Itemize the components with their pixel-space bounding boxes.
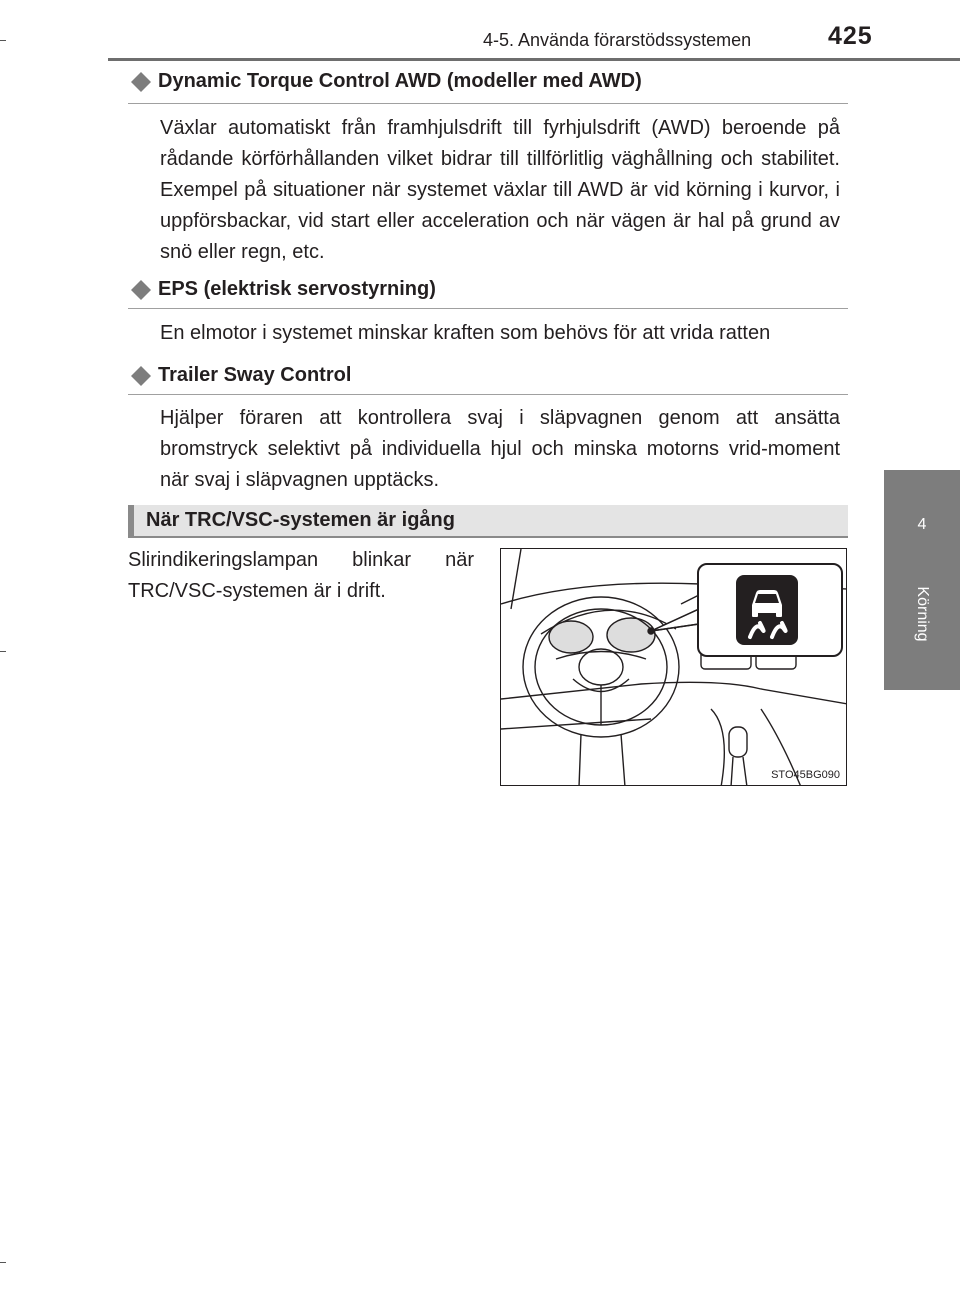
heading-rule <box>128 394 848 395</box>
heading-rule <box>128 308 848 309</box>
shaded-heading-rule <box>128 536 848 538</box>
slip-indicator-icon <box>736 575 798 645</box>
section-body: Växlar automatiskt från framhjulsdrift till fyrhjulsdrift (AWD) beroende på rådande körförhållanden vilket bidrar till tillförlitlig väghållning och stabilitet. Exempel på situationer när systemet växlar till AWD är vid körning i kurvor, i uppförsbackar, vid start eller acceleration och när vägen är hal på grund av snö eller regn, etc. <box>160 117 840 263</box>
shaded-section-heading <box>128 505 848 536</box>
crop-mark <box>0 1262 6 1263</box>
section-heading <box>130 364 351 387</box>
figure-code: STO45BG090 <box>771 769 840 781</box>
trc-body: Slirindikeringslampan blinkar när TRC/VSC-systemen är i drift. <box>128 549 474 602</box>
shaded-heading-text: När TRC/VSC-systemen är igång <box>146 509 455 531</box>
page-number: 425 <box>828 22 873 50</box>
diamond-bullet-icon <box>130 365 152 387</box>
diamond-bullet-icon <box>130 279 152 301</box>
section-body: Hjälper föraren att kontrollera svaj i släpvagnen genom att ansätta bromstryck selektivt på individuella hjul och minska motorns vrid-moment när svaj i släpvagnen upptäcks. <box>160 407 840 491</box>
section-heading <box>130 70 642 93</box>
section-body: En elmotor i systemet minskar kraften som behövs för att vrida ratten <box>160 322 771 344</box>
crop-mark <box>0 651 6 652</box>
crop-mark <box>0 40 6 41</box>
chapter-tab <box>884 470 960 690</box>
diamond-bullet-icon <box>130 71 152 93</box>
section-title: 4-5. Använda förarstödssystemen <box>483 30 752 50</box>
indicator-callout <box>697 563 843 657</box>
section-heading <box>130 278 436 301</box>
header-rule <box>108 58 960 61</box>
section-heading-text: EPS (elektrisk servostyrning) <box>158 278 436 300</box>
chapter-number: 4 <box>917 516 927 533</box>
heading-rule <box>128 103 848 104</box>
page-header <box>0 0 960 56</box>
section-heading-text: Dynamic Torque Control AWD (modeller med AWD) <box>158 70 642 92</box>
chapter-label: Körning <box>914 586 931 642</box>
section-heading-text: Trailer Sway Control <box>158 364 352 386</box>
